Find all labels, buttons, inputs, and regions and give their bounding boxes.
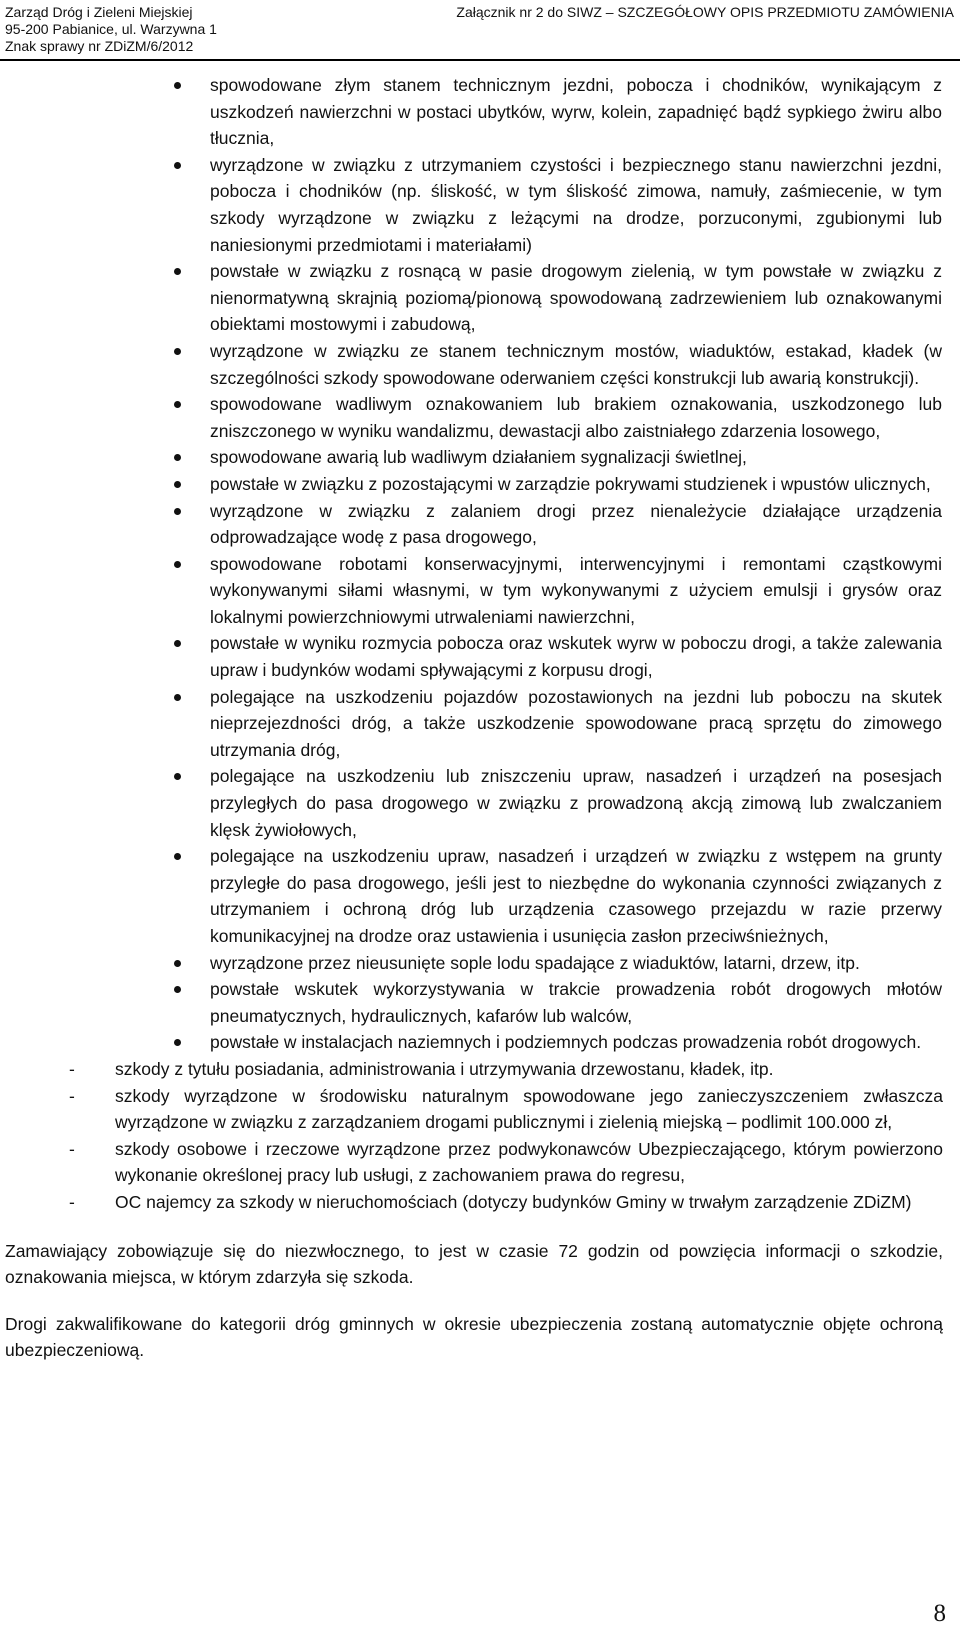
notification-paragraph: Zamawiający zobowiązuje się do niezwłocznego, to jest w czasie 72 godzin od powzięcia informacji o szkodzie, oznakowania miejsca, w którym zdarzyła się szkoda.	[5, 1240, 943, 1288]
page-header	[0, 0, 960, 61]
page-number: 8	[933, 1600, 946, 1627]
dash-item: - szkody z tytułu posiadania, administrowania i utrzymywania drzewostanu, kładek, itp.	[115, 1056, 943, 1083]
bullet-item: polegające na uszkodzeniu pojazdów pozostawionych na jezdni lub poboczu na skutek nieprzejezdności dróg, a także uszkodzenie spowodowane pracą sprzętu do zimowego utrzymania dróg,	[210, 684, 942, 764]
header-attachment-title: Załącznik nr 2 do SIWZ – SZCZEGÓŁOWY OPIS PRZEDMIOTU ZAMÓWIENIA	[456, 4, 954, 20]
bullet-item: powstałe w związku z rosnącą w pasie drogowym zielenią, w tym powstałe w związku z nienormatywną skrajnią poziomą/pionową spowodowaną zadrzewieniem lub oznakowanymi obiektami mostowymi i zabudową,	[210, 258, 942, 338]
bullet-item: powstałe w wyniku rozmycia pobocza oraz wskutek wyrw w poboczu drogi, a także zalewania upraw i budynków wodami spływającymi z korpusu drogi,	[210, 630, 942, 683]
bullet-item: wyrządzone przez nieusunięte sople lodu spadające z wiaduktów, latarni, drzew, itp.	[210, 950, 942, 977]
bullet-item: spowodowane wadliwym oznakowaniem lub brakiem oznakowania, uszkodzonego lub zniszczonego w wyniku wandalizmu, dewastacji albo zaistniałego zdarzenia losowego,	[210, 391, 942, 444]
damage-bullet-list	[0, 72, 960, 1056]
bullet-item: wyrządzone w związku z zalaniem drogi przez nienależycie działające urządzenia odprowadzające wodę z pasa drogowego,	[210, 498, 942, 551]
bullet-item: powstałe w związku z pozostającymi w zarządzie pokrywami studzienek i wpustów ulicznych,	[210, 471, 942, 498]
bullet-item: spowodowane robotami konserwacyjnymi, interwencyjnymi i remontami cząstkowymi wykonywanymi siłami własnymi, w tym wykonywanymi z użyciem emulsji i grysów oraz lokalnymi powierzchniowymi utrwaleniami nawierzchni,	[210, 551, 942, 631]
header-org-address: 95-200 Pabianice, ul. Warzywna 1	[5, 21, 217, 37]
dash-item: - szkody wyrządzone w środowisku naturalnym spowodowane jego zanieczyszczeniem zwłaszcza wyrządzone w związku z zarządzaniem drogami publicznymi i zielenią miejską – podlimit 100.000 zł,	[115, 1083, 943, 1136]
bullet-item: spowodowane złym stanem technicznym jezdni, pobocza i chodników, wynikającym z uszkodzeń nawierzchni w postaci ubytków, wyrw, kolein, zapadnięć bądź sypkiego żwiru albo tłucznia,	[210, 72, 942, 152]
bullet-item: spowodowane awarią lub wadliwym działaniem sygnalizacji świetlnej,	[210, 444, 942, 471]
bullet-item: wyrządzone w związku z utrzymaniem czystości i bezpiecznego stanu nawierzchni jezdni, pobocza i chodników (np. śliskość, w tym śliskość zimowa, namuły, zaśmiecenie, w tym szkody wyrządzone w związku z leżącymi na drodze, porzuconymi, zgubionymi lub naniesionymi przedmiotami i materiałami)	[210, 152, 942, 258]
dash-item: - OC najemcy za szkody w nieruchomościach (dotyczy budynków Gminy w trwałym zarządzenie ZDiZM)	[115, 1189, 943, 1216]
document-body	[0, 72, 960, 1364]
coverage-paragraph: Drogi zakwalifikowane do kategorii dróg gminnych w okresie ubezpieczenia zostaną automatycznie objęte ochroną ubezpieczeniową.	[5, 1313, 943, 1361]
header-org-name: Zarząd Dróg i Zieleni Miejskiej	[5, 4, 193, 20]
dash-item: - szkody osobowe i rzeczowe wyrządzone przez podwykonawców Ubezpieczającego, którym powierzono wykonanie określonej pracy lub usługi, z zachowaniem prawa do regresu,	[115, 1136, 943, 1189]
header-case-number: Znak sprawy nr ZDiZM/6/2012	[5, 38, 194, 54]
bullet-item: powstałe w instalacjach naziemnych i podziemnych podczas prowadzenia robót drogowych.	[210, 1029, 942, 1056]
scope-dash-list	[0, 1056, 960, 1216]
bullet-item: powstałe wskutek wykorzystywania w trakcie prowadzenia robót drogowych młotów pneumatycznych, hydraulicznych, kafarów lub walców,	[210, 976, 942, 1029]
bullet-item: polegające na uszkodzeniu upraw, nasadzeń i urządzeń w związku z wstępem na grunty przyległe do pasa drogowego, jeśli jest to niezbędne do wykonania czynności związanych z utrzymaniem i ochroną dróg lub urządzenia czasowego przejazdu w razie przerwy komunikacyjnej na drodze oraz ustawienia i usunięcia zasłon przeciwśnieżnych,	[210, 843, 942, 949]
bullet-item: polegające na uszkodzeniu lub zniszczeniu upraw, nasadzeń i urządzeń na posesjach przyległych do pasa drogowego w związku z prowadzoną akcją zimową lub zwalczaniem klęsk żywiołowych,	[210, 763, 942, 843]
bullet-item: wyrządzone w związku ze stanem technicznym mostów, wiaduktów, estakad, kładek (w szczególności szkody spowodowane oderwaniem części konstrukcji lub awarią konstrukcji).	[210, 338, 942, 391]
header-organization	[5, 4, 217, 55]
